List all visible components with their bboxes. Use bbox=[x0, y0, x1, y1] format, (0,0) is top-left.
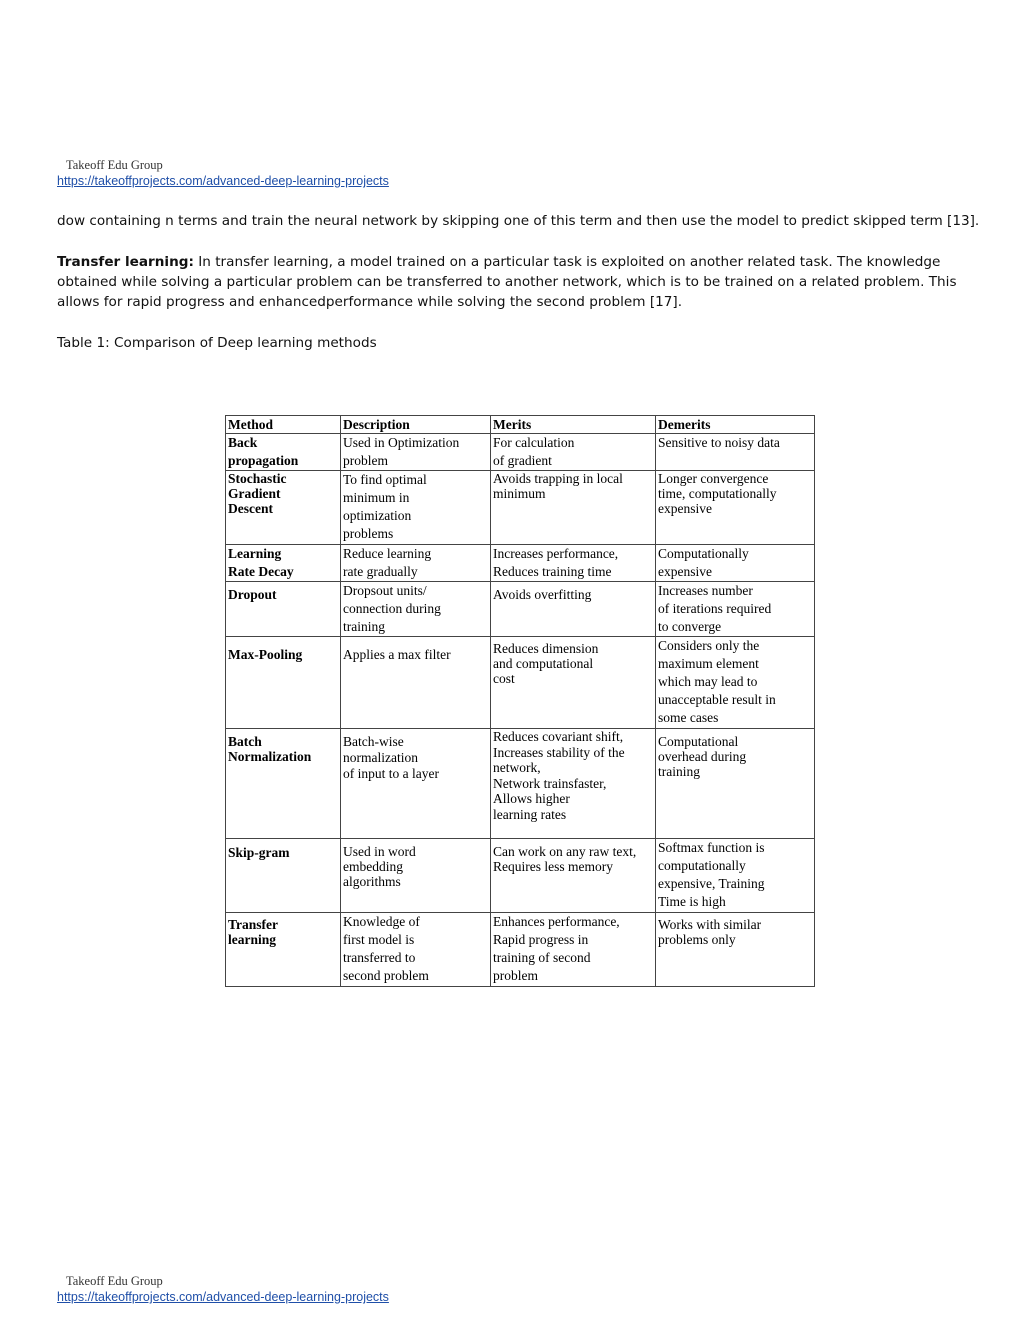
cell-merits: Increases performance, Reduces training time bbox=[491, 545, 656, 582]
cell-merits: Enhances performance, Rapid progress in training of second problem bbox=[491, 913, 656, 987]
table-header-row bbox=[226, 416, 815, 434]
table-row bbox=[226, 729, 815, 839]
cell-demerits: Considers only the maximum element which may lead to unacceptable result in some cases bbox=[656, 637, 815, 729]
cell-description: Reduce learning rate gradually bbox=[341, 545, 491, 582]
cell-merits: Avoids trapping in local minimum bbox=[491, 471, 656, 545]
cell-demerits: Works with similar problems only bbox=[656, 913, 815, 987]
cell-method: Stochastic Gradient Descent bbox=[226, 471, 341, 545]
cell-method: Dropout bbox=[226, 582, 341, 637]
cell-merits: Avoids overfitting bbox=[491, 582, 656, 637]
cell-method: Back propagation bbox=[226, 434, 341, 471]
cell-demerits: Computationally expensive bbox=[656, 545, 815, 582]
header-demerits: Demerits bbox=[656, 416, 815, 434]
cell-merits: Reduces covariant shift, Increases stability of the network, Network trainsfaster, Allows higher learning rates bbox=[491, 729, 656, 839]
cell-description: To find optimal minimum in optimization problems bbox=[341, 471, 491, 545]
transfer-learning-text: In transfer learning, a model trained on a particular task is exploited on another related task. The knowledge obtained while solving a particular problem can be transferred to another network, which is to be trained on a related problem. This allows for rapid progress and enhancedperformance while solving the second problem [17]. bbox=[57, 254, 957, 310]
paragraph-continuation: dow containing n terms and train the neural network by skipping one of this term and then use the model to predict skipped term [13]. bbox=[57, 213, 980, 229]
cell-merits: For calculation of gradient bbox=[491, 434, 656, 471]
footer-link[interactable]: https://takeoffprojects.com/advanced-deep-learning-projects bbox=[57, 1290, 389, 1304]
cell-description: Used in Optimization problem bbox=[341, 434, 491, 471]
cell-method: Skip-gram bbox=[226, 839, 341, 913]
header-org-name: Takeoff Edu Group bbox=[66, 158, 163, 172]
cell-description: Dropsout units/ connection during training bbox=[341, 582, 491, 637]
cell-merits: Reduces dimension and computational cost bbox=[491, 637, 656, 729]
cell-description: Knowledge of first model is transferred to second problem bbox=[341, 913, 491, 987]
header-link[interactable]: https://takeoffprojects.com/advanced-deep-learning-projects bbox=[57, 174, 389, 188]
table-row bbox=[226, 434, 815, 471]
table-caption: Table 1: Comparison of Deep learning methods bbox=[57, 335, 377, 351]
footer-org-name: Takeoff Edu Group bbox=[66, 1274, 163, 1288]
table-row bbox=[226, 913, 815, 987]
cell-demerits: Increases number of iterations required to converge bbox=[656, 582, 815, 637]
table-row bbox=[226, 471, 815, 545]
cell-description: Batch-wise normalization of input to a layer bbox=[341, 729, 491, 839]
cell-method: Max-Pooling bbox=[226, 637, 341, 729]
cell-method: Learning Rate Decay bbox=[226, 545, 341, 582]
paragraph-transfer-learning bbox=[57, 252, 987, 312]
cell-merits: Can work on any raw text, Requires less memory bbox=[491, 839, 656, 913]
table-row bbox=[226, 545, 815, 582]
cell-method: Transfer learning bbox=[226, 913, 341, 987]
table-row bbox=[226, 839, 815, 913]
cell-demerits: Sensitive to noisy data bbox=[656, 434, 815, 471]
comparison-table bbox=[225, 415, 815, 987]
cell-method: Batch Normalization bbox=[226, 729, 341, 839]
cell-demerits: Softmax function is computationally expensive, Training Time is high bbox=[656, 839, 815, 913]
cell-demerits: Longer convergence time, computationally expensive bbox=[656, 471, 815, 545]
header-method: Method bbox=[226, 416, 341, 434]
cell-description: Applies a max filter bbox=[341, 637, 491, 729]
transfer-learning-label: Transfer learning: bbox=[57, 254, 194, 270]
cell-demerits: Computational overhead during training bbox=[656, 729, 815, 839]
table-row bbox=[226, 637, 815, 729]
header-merits: Merits bbox=[491, 416, 656, 434]
table-row bbox=[226, 582, 815, 637]
cell-description: Used in word embedding algorithms bbox=[341, 839, 491, 913]
header-description: Description bbox=[341, 416, 491, 434]
